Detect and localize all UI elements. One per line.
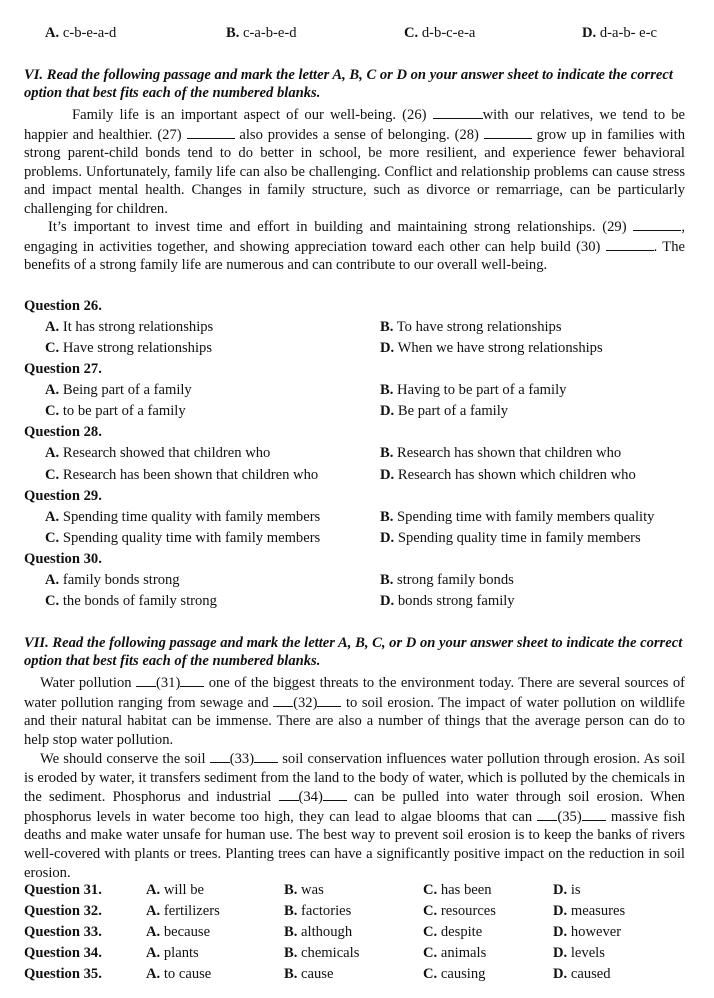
blank-35-tail: [582, 807, 606, 821]
q27-option-a[interactable]: A. Being part of a family: [45, 382, 192, 398]
question-26-title: Question 26.: [24, 298, 102, 314]
question-28-options-row-1: [0, 443, 714, 463]
question-26-options-row-2: [0, 338, 714, 358]
q33-option-b[interactable]: B. although: [284, 924, 353, 940]
q26-option-b[interactable]: B. To have strong relationships: [380, 319, 562, 335]
q31-option-b[interactable]: B. was: [284, 882, 324, 898]
q29-option-d[interactable]: D. Spending quality time in family members: [380, 530, 641, 546]
question-35-row: [0, 964, 714, 984]
question-30-title: Question 30.: [24, 551, 102, 567]
blank-31-lead: [136, 673, 156, 687]
blank-31-number: (31): [156, 675, 181, 691]
question-31-title: Question 31.: [24, 882, 102, 898]
q32-option-a[interactable]: A. fertilizers: [146, 903, 220, 919]
q32-option-b[interactable]: B. factories: [284, 903, 352, 919]
blank-29: [633, 217, 681, 231]
top-option-a[interactable]: A. c-b-e-a-d: [45, 25, 117, 41]
question-27-title: Question 27.: [24, 361, 102, 377]
q26-option-d[interactable]: D. When we have strong relationships: [380, 340, 603, 356]
top-option-b[interactable]: B. c-a-b-e-d: [226, 25, 297, 41]
blank-33-lead: [210, 749, 230, 763]
q30-option-d[interactable]: D. bonds strong family: [380, 593, 515, 609]
question-26-options-row-1: [0, 317, 714, 337]
blank-33-tail: [254, 749, 278, 763]
q35-option-b[interactable]: B. cause: [284, 966, 334, 982]
q34-option-d[interactable]: D. levels: [553, 945, 605, 961]
q27-option-d[interactable]: D. Be part of a family: [380, 403, 509, 419]
question-31-row: [0, 880, 714, 900]
question-34-title: Question 34.: [24, 945, 102, 961]
question-30-options-row-1: [0, 570, 714, 590]
q30-option-a[interactable]: A. family bonds strong: [45, 572, 180, 588]
q34-option-b[interactable]: B. chemicals: [284, 945, 360, 961]
question-29-options-row-2: [0, 528, 714, 548]
question-28-title: Question 28.: [24, 424, 102, 440]
top-option-c[interactable]: C. d-b-c-e-a: [404, 25, 476, 41]
blank-34-lead: [279, 787, 299, 801]
q28-option-b[interactable]: B. Research has shown that children who: [380, 445, 622, 461]
q32-option-d[interactable]: D. measures: [553, 903, 626, 919]
question-28-options-row-2: [0, 465, 714, 485]
blank-34-number: (34): [298, 789, 323, 806]
question-35-title: Question 35.: [24, 966, 102, 982]
question-27-options-row-2: [0, 401, 714, 421]
blank-34-tail: [323, 787, 347, 801]
blank-35-lead: [537, 807, 557, 821]
section-7-paragraph-2: We should conserve the soil (33) soil conservation influences water pollution through erosion. As soil is eroded by water, it transfers sediment from the land to the body of water, which is polluted by the chemicals in the sediment. Phosphorus and industrial (34) can be pulled into water through soil erosion. When phosphorus levels in water become too high, they can lead to algae blooms that can (35) massive fish deaths and make water unsafe for human use. The best way to prevent soil erosion is to keep the banks of rivers well-covered with plants or trees. Planting trees can have a significantly positive impact on the reduction in soil erosion.: [24, 751, 686, 881]
q29-option-c[interactable]: C. Spending quality time with family members: [45, 530, 321, 546]
blank-27: [187, 125, 235, 139]
blank-32-lead: [273, 693, 293, 707]
q35-option-c[interactable]: C. causing: [423, 966, 486, 982]
q28-option-d[interactable]: D. Research has shown which children who: [380, 467, 636, 483]
question-30-options-row-2: [0, 591, 714, 611]
q26-option-c[interactable]: C. Have strong relationships: [45, 340, 213, 356]
blank-32-tail: [317, 693, 341, 707]
q30-option-b[interactable]: B. strong family bonds: [380, 572, 514, 588]
q34-option-c[interactable]: C. animals: [423, 945, 487, 961]
question-34-row: [0, 943, 714, 963]
section-7-paragraph-1: Water pollution (31) one of the biggest threats to the environment today. There are several sources of water pollution ranging from sewage and (32) to soil erosion. The impact of water pollution on wildlife and their natural habitat can be immense. There are also a number of things that the average person can do to help stop water pollution.: [24, 675, 686, 748]
q35-option-a[interactable]: A. to cause: [146, 966, 212, 982]
question-33-row: [0, 922, 714, 942]
section-7-heading: VII. Read the following passage and mark the letter A, B, C, or D on your answer sheet to indicate the correct option that best fits each of the numbered blanks.: [24, 635, 683, 669]
question-32-row: [0, 901, 714, 921]
question-33-title: Question 33.: [24, 924, 102, 940]
q32-option-c[interactable]: C. resources: [423, 903, 496, 919]
blank-30: [606, 237, 654, 251]
section-6-heading: VI. Read the following passage and mark the letter A, B, C or D on your answer sheet to indicate the correct option that best fits each of the numbered blanks.: [24, 67, 673, 101]
top-option-d[interactable]: D. d-a-b- e-c: [582, 25, 657, 41]
question-29-options-row-1: [0, 507, 714, 527]
blank-31-tail: [180, 673, 204, 687]
blank-26: [433, 105, 483, 119]
q28-option-c[interactable]: C. Research has been shown that children who: [45, 467, 319, 483]
section-6-paragraph-2: It’s important to invest time and effort in building and maintaining strong relationships. (29) , engaging in activities together, and showing appreciation toward each other can help build (30) . The benefits of a strong family life are numerous and can contribute to our overall well-being.: [24, 219, 685, 274]
blank-32-number: (32): [293, 694, 318, 711]
blank-33-number: (33): [229, 751, 255, 767]
q30-option-c[interactable]: C. the bonds of family strong: [45, 593, 217, 609]
blank-28: [484, 125, 532, 139]
q27-option-c[interactable]: C. to be part of a family: [45, 403, 186, 419]
q28-option-a[interactable]: A. Research showed that children who: [45, 445, 271, 461]
q33-option-d[interactable]: D. however: [553, 924, 622, 940]
question-32-title: Question 32.: [24, 903, 102, 919]
q27-option-b[interactable]: B. Having to be part of a family: [380, 382, 567, 398]
top-options-row: [0, 23, 714, 43]
q35-option-d[interactable]: D. caused: [553, 966, 611, 982]
q29-option-b[interactable]: B. Spending time with family members quality: [380, 509, 655, 525]
q31-option-a[interactable]: A. will be: [146, 882, 204, 898]
blank-35-number: (35): [557, 808, 582, 825]
q26-option-a[interactable]: A. It has strong relationships: [45, 319, 214, 335]
q33-option-a[interactable]: A. because: [146, 924, 211, 940]
q29-option-a[interactable]: A. Spending time quality with family members: [45, 509, 321, 525]
q31-option-c[interactable]: C. has been: [423, 882, 492, 898]
question-27-options-row-1: [0, 380, 714, 400]
q34-option-a[interactable]: A. plants: [146, 945, 199, 961]
section-6-paragraph-1: Family life is an important aspect of our well-being. (26) with our relatives, we tend to be happier and healthier. (27) also provides a sense of belonging. (28) grow up in families with strong parent-child bonds tend to do better in school, be more resilient, and experience fewer behavioral problems. Unfortunately, family life can also be challenging. Conflict and relationship problems can cause stress and impact mental health. Changes in family structure, such as divorce or remarriage, can be particularly challenging for children.: [24, 107, 685, 217]
question-29-title: Question 29.: [24, 488, 102, 504]
q33-option-c[interactable]: C. despite: [423, 924, 483, 940]
q31-option-d[interactable]: D. is: [553, 882, 581, 898]
